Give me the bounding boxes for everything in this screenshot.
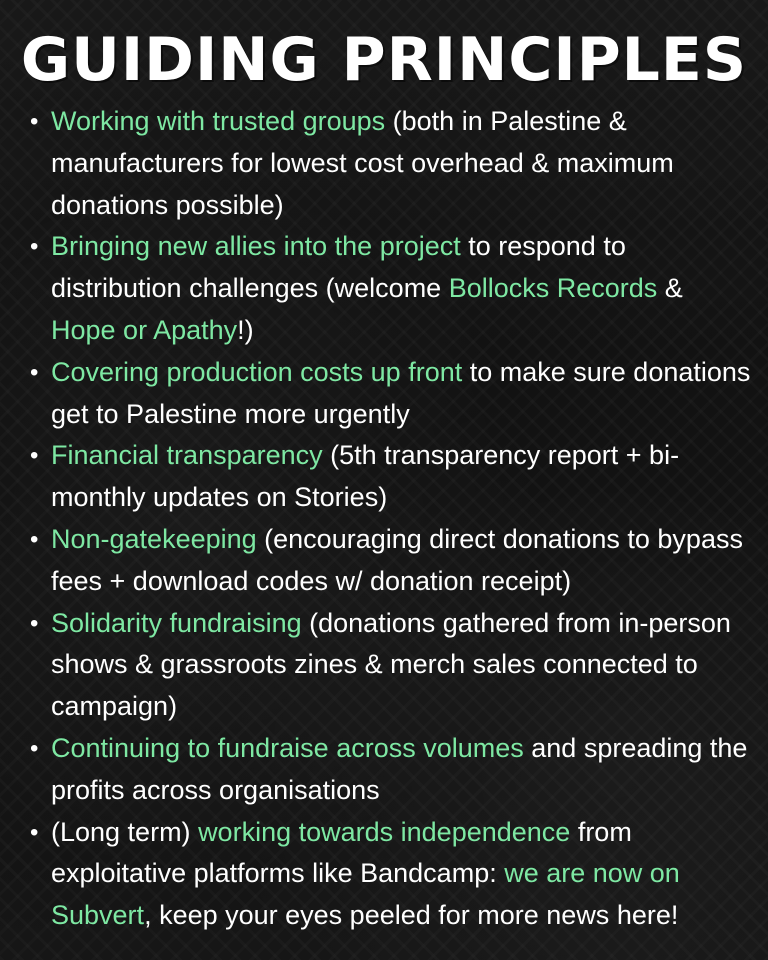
- body-text: from exploitative platforms like Bandcamp:: [51, 816, 632, 889]
- list-item: [30, 728, 754, 812]
- body-text: , keep your eyes peeled for more news here!: [144, 900, 679, 931]
- list-item: [30, 352, 754, 436]
- highlight-text: Covering production costs up front: [51, 356, 463, 387]
- list-item: [30, 519, 754, 603]
- bullet-icon: •: [30, 442, 39, 470]
- bullet-icon: •: [30, 609, 39, 637]
- body-text: (Long term): [51, 816, 199, 847]
- list-item: [30, 603, 754, 728]
- highlight-text: Continuing to fundraise across volumes: [51, 732, 524, 763]
- highlight-text: we are now on Subvert: [51, 858, 680, 931]
- list-item: [30, 812, 754, 937]
- bullet-icon: •: [30, 233, 39, 261]
- principles-list: [30, 101, 754, 937]
- bullet-icon: •: [30, 108, 39, 135]
- list-item: [30, 435, 754, 519]
- body-text: to make sure donations get to Palestine more urgently: [51, 356, 751, 429]
- bullet-icon: •: [30, 734, 39, 762]
- list-item: [30, 226, 754, 351]
- bullet-icon: •: [30, 358, 39, 386]
- highlight-text: Hope or Apathy: [51, 314, 238, 345]
- body-text: (5th transparency report + bi-monthly updates on Stories): [51, 440, 680, 513]
- highlight-text: Financial transparency: [51, 440, 323, 471]
- body-text: (donations gathered from in-person shows & grassroots zines & merch sales connected to campaign): [51, 607, 731, 722]
- body-text: to respond to distribution challenges (welcome: [51, 231, 626, 304]
- highlight-text: Solidarity fundraising: [51, 607, 302, 638]
- highlight-text: Bringing new allies into the project: [51, 231, 461, 262]
- page-title: GUIDING PRINCIPLES: [20, 25, 748, 95]
- highlight-text: Bollocks Records: [448, 273, 658, 304]
- body-text: !): [237, 314, 254, 345]
- bullet-icon: •: [30, 525, 39, 553]
- body-text: (encouraging direct donations to bypass fees + download codes w/ donation receipt): [51, 523, 743, 596]
- highlight-text: Working with trusted groups: [51, 106, 386, 136]
- body-text: &: [657, 273, 683, 304]
- bullet-icon: •: [30, 818, 39, 846]
- body-text: (both in Palestine & manufacturers for lowest cost overhead & maximum donations possible): [51, 106, 674, 220]
- highlight-text: working towards independence: [198, 816, 571, 847]
- highlight-text: Non-gatekeeping: [51, 523, 257, 554]
- body-text: and spreading the profits across organisations: [51, 732, 748, 805]
- list-item: [30, 101, 754, 226]
